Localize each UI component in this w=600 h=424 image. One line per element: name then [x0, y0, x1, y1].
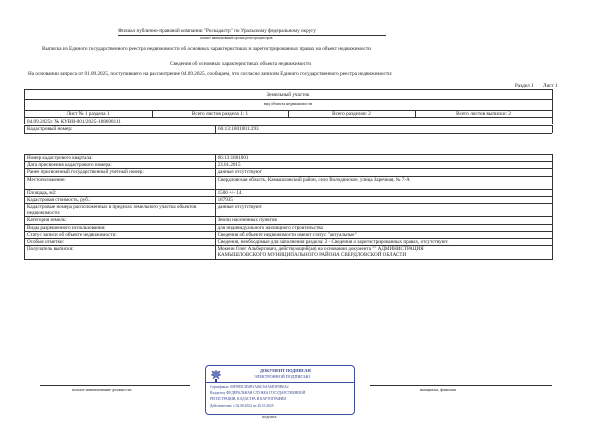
signature-caption: подпись [262, 414, 277, 419]
stamp-owner-2: РЕГИСТРАЦИИ, КАДАСТРА И КАРТОГРАФИИ [210, 397, 286, 401]
row-label: Особые отметки: [25, 239, 216, 246]
extract-date-number: 04.09.2025г. № КУВИ-001/2025-188698111 [27, 119, 121, 125]
table-row [25, 224, 553, 231]
row-label: Получатель выписки: [25, 246, 216, 259]
object-type-caption: вид объекта недвижимости [263, 101, 313, 106]
row-label: Площадь, м2: [25, 189, 216, 196]
cad-bottom [24, 133, 552, 134]
stamp-title: ДОКУМЕНТ ПОДПИСАН [260, 368, 311, 373]
agency-caption: полное наименование органа регистрации прав [200, 36, 273, 40]
row-label: Категория земель: [25, 217, 216, 224]
table-row [25, 196, 553, 203]
row-value: Земли населенных пунктов [215, 217, 552, 224]
table-row [25, 162, 553, 169]
sections-total: Всего разделов: 2 [332, 111, 371, 117]
recipient-line-2: КАМЫШЛОВСКОГО МУНИЦИПАЛЬНОГО РАЙОНА СВЕРДЛОВСКОЙ ОБЛАСТИ [217, 252, 407, 259]
table-row [25, 231, 553, 238]
document-title: Выписка из Единого государственного реестра недвижимости об основных характеристиках и зарегистрированных правах на объект недвижимости [42, 46, 371, 52]
row-value: Свердловская область, Камышловский район, село Володинское, улица Заречная, № 7-А [215, 176, 552, 189]
cad-left [24, 125, 25, 133]
table-row [25, 217, 553, 224]
name-caption: инициалы, фамилия [420, 387, 456, 392]
name-line [370, 385, 552, 386]
electronic-signature-stamp [205, 365, 355, 415]
table-row [25, 176, 553, 189]
row-label: Статус записи об объекте недвижимости: [25, 231, 216, 238]
row-label: Номер кадастрового квартала: [25, 155, 216, 162]
stamp-divider [206, 382, 354, 383]
recipient-line-1: Мокеин Олег Альбертович, действующий(ая) на основании документа "" АДМИНИСТРАЦИЯ [217, 246, 424, 253]
row-value: 23.01.2015 [215, 162, 552, 169]
sheets-total: Всего листов выписки: 2 [456, 111, 511, 117]
request-line: На основании запроса от 01.09.2025, поступившего на рассмотрение 04.09.2025, сообщаем, что согласно записям Единого государственного реестра недвижимости: [28, 71, 393, 77]
row-value: Сведения об объекте недвижимости имеют статус "актуальные" [215, 231, 552, 238]
sheets-in-section: Всего листов раздела 1: 1 [191, 111, 249, 117]
row-value: данные отсутствуют [215, 169, 552, 176]
table-row [25, 155, 553, 162]
row-label: Дата присвоения кадастрового номера: [25, 162, 216, 169]
right-border [552, 89, 553, 124]
row-value: для индивидуального жилищного строительства [215, 224, 552, 231]
table-row [25, 246, 553, 259]
cad-div [215, 125, 216, 133]
date-row-line [24, 125, 552, 126]
cad-right [552, 125, 553, 133]
row-value: данные отсутствуют [215, 204, 552, 217]
table-row [25, 169, 553, 176]
cadastral-number: 66:13:1801001:293 [218, 126, 259, 132]
row-label: Кадастровые номера расположенных в пределах земельного участка объектов недвижимости: [25, 204, 216, 217]
section-label: Раздел 1 [515, 83, 534, 89]
sheet-row-line [24, 117, 552, 118]
stamp-subtitle: ЭЛЕКТРОННОЙ ПОДПИСЬЮ [254, 374, 311, 379]
position-line [40, 385, 190, 386]
table-row [25, 189, 553, 196]
sheet-label: Лист 1 [543, 83, 558, 89]
row-label: Виды разрешенного использования: [25, 224, 216, 231]
row-value: 187935 [215, 196, 552, 203]
row-value: Сведения, необходимые для заполнения раздела: 2 - Сведения о зарегистрированных правах, отсутствуют. [215, 239, 552, 246]
object-type: Земельный участок [266, 92, 310, 98]
top-border [24, 89, 552, 90]
type-underline [24, 99, 552, 100]
table-row [25, 239, 553, 246]
position-caption: полное наименование должности [72, 387, 132, 392]
row-value: 66:13:1801001 [215, 155, 552, 162]
stamp-owner: Владелец: ФЕДЕРАЛЬНАЯ СЛУЖБА ГОСУДАРСТВЕННОЙ [210, 391, 306, 395]
row-value-recipient [215, 246, 552, 259]
stamp-validity: Действителен: с 02.08.2024 по 26.10.2025 [210, 404, 274, 408]
row-label: Ранее присвоенный государственный учетный номер: [25, 169, 216, 176]
section-title: Сведения об основных характеристиках объекта недвижимости [170, 61, 311, 67]
agency-line: Филиал публично-правовой компании "Роскадастр" по Уральскому федеральному округу [118, 28, 316, 34]
table-row [25, 204, 553, 217]
row-value: 1500 +/- 14 [215, 189, 552, 196]
row-label: Местоположение: [25, 176, 216, 189]
eagle-emblem-icon [210, 369, 222, 383]
attributes-table [24, 154, 553, 260]
cadastral-label: Кадастровый номер: [27, 126, 73, 132]
row-label: Кадастровая стоимость, руб.: [25, 196, 216, 203]
stamp-certificate: Сертификат: 00F09DC3E6B1A84C6AA6D1F0B6A2 [210, 385, 289, 389]
sheet-number: Лист № 1 раздела 1 [66, 111, 110, 117]
